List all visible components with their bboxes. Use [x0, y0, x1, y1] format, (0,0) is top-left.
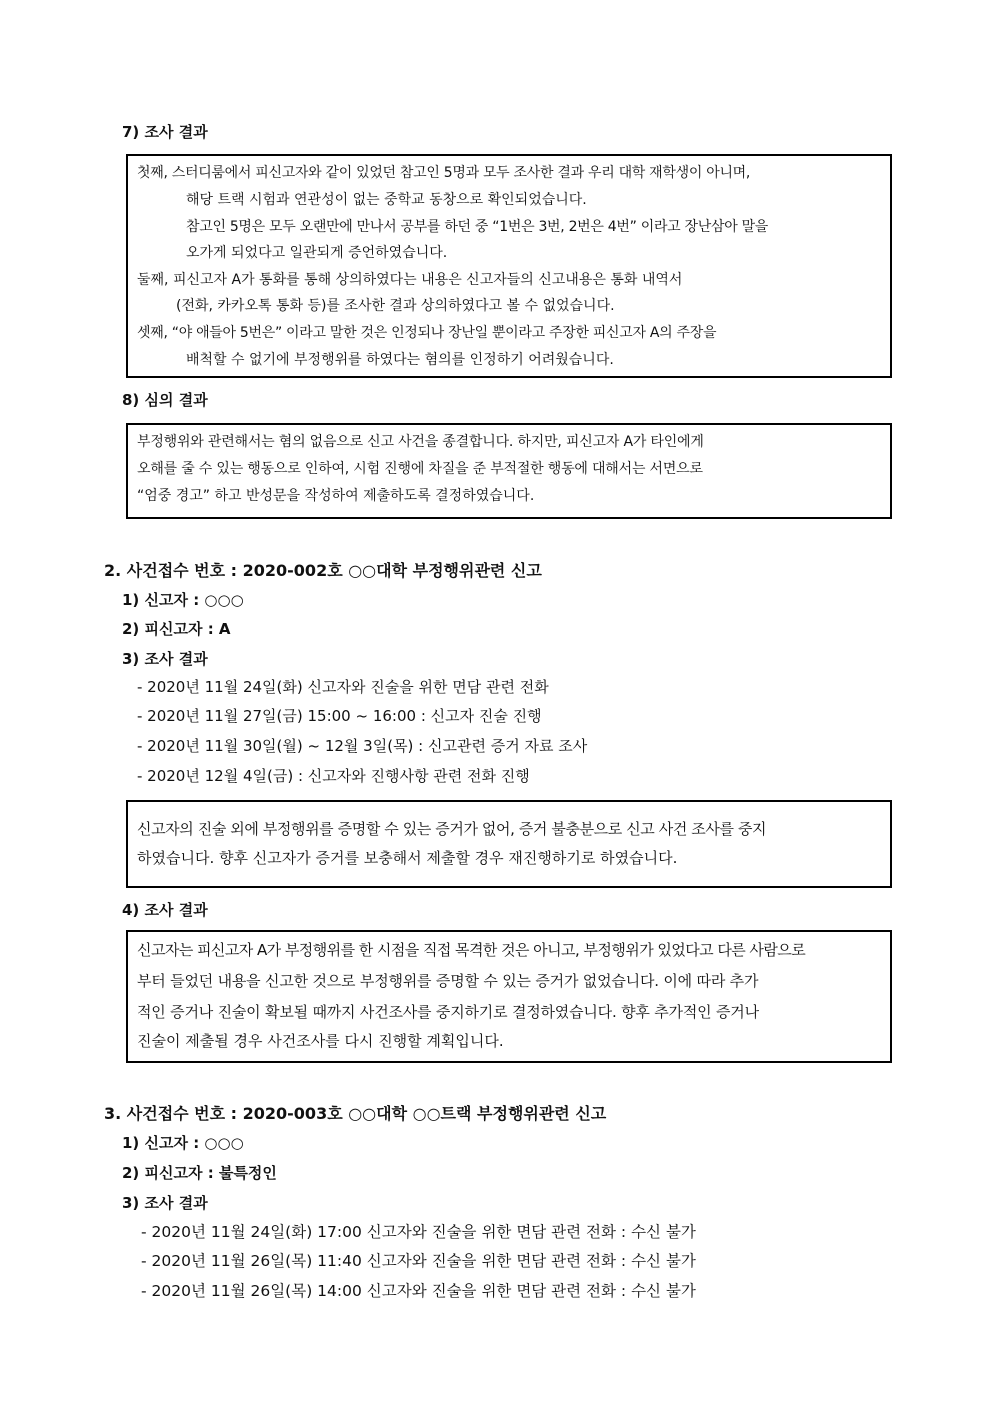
box-line: 오가게 되었다고 일관되게 증언하였습니다. [186, 245, 448, 261]
case2-title: 2. 사건접수 번호 : 2020-002호 ○○대학 부정행위관련 신고 [104, 561, 542, 580]
case3-reporter: 1) 신고자 : ○○○ [122, 1134, 244, 1152]
case2-investigation2-heading: 4) 조사 결과 [122, 901, 208, 919]
box-line: 부정행위와 관련해서는 혐의 없음으로 신고 사건을 종결합니다. 하지만, 피신고자 A가 타인에게 [137, 434, 704, 450]
list-item: - 2020년 11월 26일(목) 11:40 신고자와 진술을 위한 면담 관련 전화 : 수신 불가 [141, 1252, 696, 1270]
list-item: - 2020년 11월 30일(월) ~ 12월 3일(목) : 신고관련 증거 자료 조사 [137, 737, 588, 755]
case2-result-box [126, 800, 892, 888]
box-line: 적인 증거나 진술이 확보될 때까지 사건조사를 중지하기로 결정하였습니다. 향후 추가적인 증거나 [137, 1003, 759, 1021]
box-line: 오해를 줄 수 있는 행동으로 인하여, 시험 진행에 차질을 준 부적절한 행동에 대해서는 서면으로 [137, 461, 703, 477]
box-line: “엄중 경고” 하고 반성문을 작성하여 제출하도록 결정하였습니다. [137, 488, 535, 504]
case1-investigation-box [126, 154, 892, 378]
box-line: 부터 들었던 내용을 신고한 것으로 부정행위를 증명할 수 있는 증거가 없었습니다. 이에 따라 추가 [137, 972, 759, 990]
case3-title: 3. 사건접수 번호 : 2020-003호 ○○대학 ○○트랙 부정행위관련 신고 [104, 1104, 607, 1123]
list-item: - 2020년 11월 24일(화) 신고자와 진술을 위한 면담 관련 전화 [137, 678, 549, 696]
box-line: 참고인 5명은 모두 오랜만에 만나서 공부를 하던 중 “1번은 3번, 2번은 4번” 이라고 장난삼아 말을 [186, 219, 769, 235]
case3-accused: 2) 피신고자 : 불특정인 [122, 1164, 277, 1182]
case2-investigation-heading: 3) 조사 결과 [122, 650, 208, 668]
box-line: 해당 트랙 시험과 연관성이 없는 중학교 동창으로 확인되었습니다. [186, 192, 587, 208]
box-line: 둘째, 피신고자 A가 통화를 통해 상의하였다는 내용은 신고자들의 신고내용은 통화 내역서 [137, 272, 683, 288]
case1-deliberation-heading: 8) 심의 결과 [122, 391, 208, 409]
list-item: - 2020년 11월 24일(화) 17:00 신고자와 진술을 위한 면담 관련 전화 : 수신 불가 [141, 1223, 696, 1241]
box-line: 배척할 수 없기에 부정행위를 하였다는 혐의를 인정하기 어려웠습니다. [186, 352, 614, 368]
box-line: 진술이 제출될 경우 사건조사를 다시 진행할 계획입니다. [137, 1032, 504, 1050]
list-item: - 2020년 11월 27일(금) 15:00 ~ 16:00 : 신고자 진술 진행 [137, 707, 542, 725]
box-line: 신고자는 피신고자 A가 부정행위를 한 시점을 직접 목격한 것은 아니고, 부정행위가 있었다고 다른 사람으로 [137, 941, 806, 959]
case1-investigation-heading: 7) 조사 결과 [122, 123, 208, 141]
box-line: (전화, 카카오톡 통화 등)를 조사한 결과 상의하였다고 볼 수 없었습니다. [176, 298, 615, 314]
box-line: 첫째, 스터디룸에서 피신고자와 같이 있었던 참고인 5명과 모두 조사한 결과 우리 대학 재학생이 아니며, [137, 165, 751, 181]
box-line: 하였습니다. 향후 신고자가 증거를 보충해서 제출할 경우 재진행하기로 하였습니다. [137, 849, 678, 867]
case3-investigation-heading: 3) 조사 결과 [122, 1194, 208, 1212]
list-item: - 2020년 11월 26일(목) 14:00 신고자와 진술을 위한 면담 관련 전화 : 수신 불가 [141, 1282, 696, 1300]
list-item: - 2020년 12월 4일(금) : 신고자와 진행사항 관련 전화 진행 [137, 767, 530, 785]
case2-reporter: 1) 신고자 : ○○○ [122, 591, 244, 609]
case2-accused: 2) 피신고자 : A [122, 620, 231, 638]
box-line: 셋째, “야 애들아 5번은” 이라고 말한 것은 인정되나 장난일 뿐이라고 주장한 피신고자 A의 주장을 [137, 325, 717, 341]
box-line: 신고자의 진술 외에 부정행위를 증명할 수 있는 증거가 없어, 증거 불충분으로 신고 사건 조사를 중지 [137, 820, 767, 838]
